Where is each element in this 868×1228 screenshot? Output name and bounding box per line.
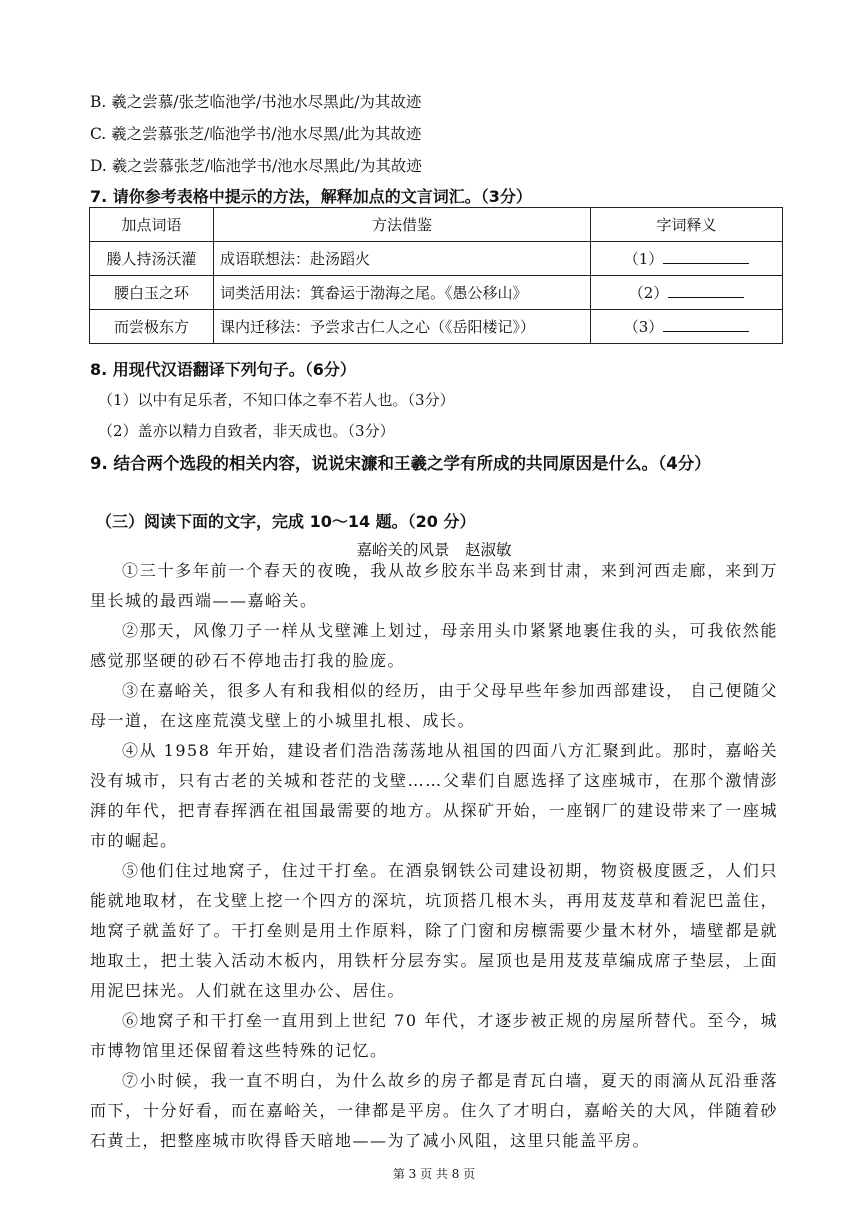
option-c: C. 羲之尝慕张芝/临池学书/池水尽黑/此为其故迹 (90, 125, 422, 143)
blank-number: （1） (623, 250, 664, 268)
answer-blank-line[interactable] (668, 282, 744, 298)
question-8-sentence-1: （1）以中有足乐者，不知口体之奉不若人也。（3分） (98, 391, 455, 409)
table-header-cell: 字词释义 (591, 208, 783, 242)
article-body (90, 556, 778, 1156)
table-cell-word: 而尝极东方 (90, 310, 214, 344)
table-cell-method: 成语联想法：赴汤蹈火 (214, 242, 591, 276)
option-d: D. 羲之尝慕张芝/临池学书/池水尽黑此/为其故迹 (90, 157, 422, 175)
page-footer: 第 3 页 共 8 页 (392, 1167, 476, 1181)
table-cell-word: 媵人持汤沃灌 (90, 242, 214, 276)
question-7-title: 7. 请你参考表格中提示的方法，解释加点的文言词汇。（3分） (90, 187, 532, 206)
article-paragraph: ⑥地窝子和干打垒一直用到上世纪 70 年代，才逐步被正规的房屋所替代。至今，城市博物馆里还保留着这些特殊的记忆。 (90, 1011, 778, 1060)
table-cell-method: 课内迁移法：予尝求古仁人之心（《岳阳楼记》） (214, 310, 591, 344)
option-b: B. 羲之尝慕/张芝临池学/书池水尽黑此/为其故迹 (90, 93, 422, 111)
article-paragraph: ①三十多年前一个春天的夜晚，我从故乡胶东半岛来到甘肃，来到河西走廊，来到万里长城的最西端——嘉峪关。 (90, 561, 778, 610)
table-header-cell: 方法借鉴 (214, 208, 591, 242)
answer-blank-cell[interactable] (591, 310, 783, 344)
question-8-sentence-2: （2）盖亦以精力自致者，非天成也。（3分） (98, 422, 395, 440)
article-paragraph: ②那天，风像刀子一样从戈壁滩上划过，母亲用头巾紧紧地裹住我的头，可我依然能感觉那坚硬的砂石不停地击打我的脸庞。 (90, 621, 778, 670)
table-header-cell: 加点词语 (90, 208, 214, 242)
blank-number: （2） (628, 284, 669, 302)
article-title: 嘉峪关的风景 赵淑敏 (356, 541, 512, 559)
question-9-title: 9. 结合两个选段的相关内容，说说宋濂和王羲之学有所成的共同原因是什么。（4分） (90, 454, 711, 473)
table-row (90, 276, 783, 310)
answer-blank-cell[interactable] (591, 276, 783, 310)
table-row (90, 242, 783, 276)
answer-blank-cell[interactable] (591, 242, 783, 276)
article-paragraph: ⑦小时候，我一直不明白，为什么故乡的房子都是青瓦白墙，夏天的雨滴从瓦沿垂落而下，十分好看，而在嘉峪关，一律都是平房。住久了才明白，嘉峪关的大风，伴随着砂石黄土，把整座城市吹得昏天暗地——为了减小风阻，这里只能盖平房。 (90, 1071, 778, 1150)
table-header-row (90, 208, 783, 242)
explanation-table (89, 207, 783, 344)
answer-blank-line[interactable] (663, 316, 749, 332)
section-heading: （三）阅读下面的文字，完成 10～14 题。（20 分） (96, 512, 476, 531)
article-paragraph: ③在嘉峪关，很多人有和我相似的经历，由于父母早些年参加西部建设， 自己便随父母一道，在这座荒漠戈壁上的小城里扎根、成长。 (90, 681, 778, 730)
blank-number: （3） (623, 318, 664, 336)
table-cell-word: 腰白玉之环 (90, 276, 214, 310)
question-8-title: 8. 用现代汉语翻译下列句子。（6分） (90, 360, 356, 379)
table-cell-method: 词类活用法：箕畚运于渤海之尾。《愚公移山》 (214, 276, 591, 310)
article-paragraph: ④从 1958 年开始，建设者们浩浩荡荡地从祖国的四面八方汇聚到此。那时，嘉峪关没有城市，只有古老的关城和苍茫的戈壁……父辈们自愿选择了这座城市，在那个激情澎湃的年代，把青春挥洒在祖国最需要的地方。从探矿开始，一座钢厂的建设带来了一座城市的崛起。 (90, 741, 778, 850)
answer-blank-line[interactable] (663, 248, 749, 264)
table-row (90, 310, 783, 344)
article-paragraph: ⑤他们住过地窝子，住过干打垒。在酒泉钢铁公司建设初期，物资极度匮乏，人们只能就地取材，在戈壁上挖一个四方的深坑，坑顶搭几根木头，再用芨芨草和着泥巴盖住，地窝子就盖好了。干打垒则是用土作原料，除了门窗和房檩需要少量木材外，墙壁都是就地取土，把土装入活动木板内，用铁杆分层夯实。屋顶也是用芨芨草编成席子垫层，上面用泥巴抹光。人们就在这里办公、居住。 (90, 861, 778, 1000)
